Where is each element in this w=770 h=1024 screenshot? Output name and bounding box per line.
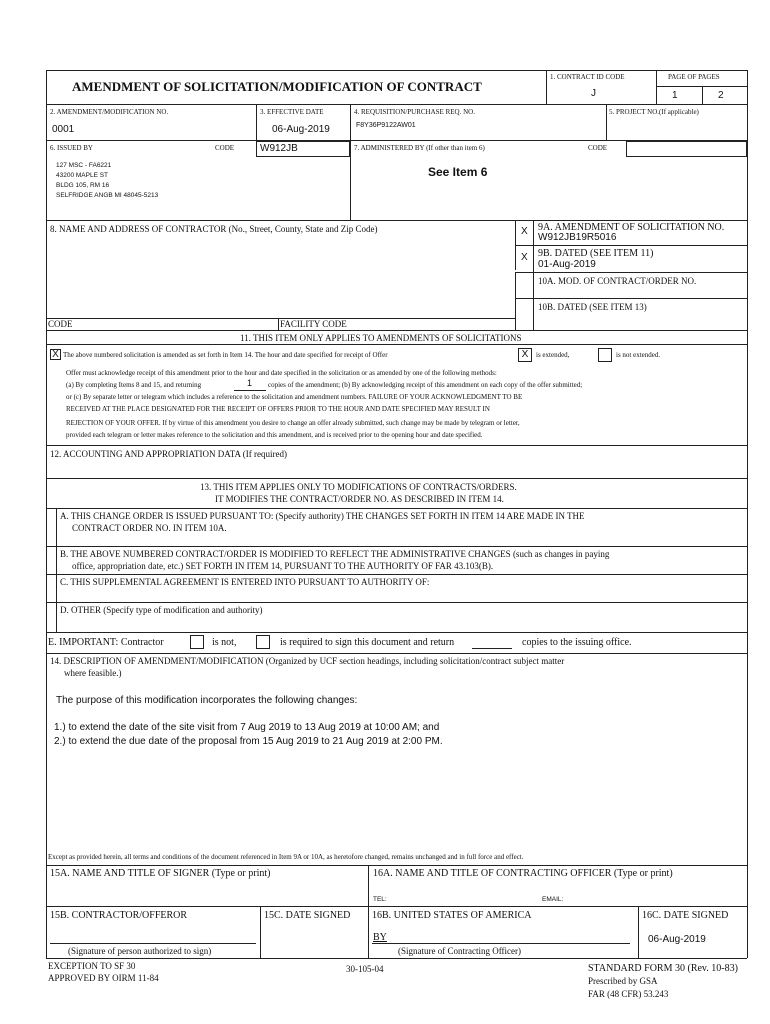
signature-16-caption: (Signature of Contracting Officer): [398, 946, 522, 956]
checkbox-amended[interactable]: X: [50, 349, 61, 360]
divider: [46, 906, 747, 907]
checkbox-is-required[interactable]: [256, 635, 270, 649]
item14-label-1: 14. DESCRIPTION OF AMENDMENT/MODIFICATION (Organized by UCF section headings, including solicitation/contract subject matter: [50, 656, 565, 666]
item13-heading-2: IT MODIFIES THE CONTRACT/ORDER NO. AS DESCRIBED IN ITEM 14.: [215, 494, 504, 504]
label-16a: 16A. NAME AND TITLE OF CONTRACTING OFFICER (Type or print): [373, 868, 673, 879]
divider: [46, 865, 747, 866]
item13-heading-1: 13. THIS ITEM APPLIES ONLY TO MODIFICATIONS OF CONTRACTS/ORDERS.: [200, 482, 517, 492]
item11-line6: provided each telegram or letter makes reference to the solicitation and this amendment, and is received prior to the opening hour and date specified.: [66, 431, 483, 439]
issued-by-address-1: 127 MSC - FA6221: [56, 162, 112, 169]
item13-d: D. OTHER (Specify type of modification and authority): [60, 605, 263, 615]
divider: [350, 140, 351, 220]
effective-date-label: 3. EFFECTIVE DATE: [260, 108, 324, 116]
label-16c: 16C. DATE SIGNED: [642, 910, 729, 921]
officer-signature-line[interactable]: [372, 943, 630, 944]
divider: [46, 104, 747, 105]
divider: [46, 478, 747, 479]
important-is-required: is required to sign this document and return: [280, 637, 455, 648]
label-10a: 10A. MOD. OF CONTRACT/ORDER NO.: [538, 276, 697, 286]
divider: [606, 104, 607, 140]
page-number: 1: [672, 90, 678, 101]
divider: [256, 104, 257, 140]
divider: [46, 602, 747, 603]
checkbox-9a[interactable]: X: [521, 226, 528, 237]
footer-exception: EXCEPTION TO SF 30: [48, 961, 136, 971]
item11-line1: Offer must acknowledge receipt of this amendment prior to the hour and date specified in the solicitation or as amended by one of the following methods:: [66, 369, 497, 377]
divider: [350, 104, 351, 140]
page-of-pages-label: PAGE OF PAGES: [668, 73, 720, 81]
label-15a: 15A. NAME AND TITLE OF SIGNER (Type or print): [50, 868, 271, 879]
amendment-no-field[interactable]: 0001: [52, 124, 75, 135]
divider: [702, 86, 703, 104]
contractor-label: 8. NAME AND ADDRESS OF CONTRACTOR (No., Street, County, State and Zip Code): [50, 224, 378, 234]
requisition-field[interactable]: F8Y36P9122AW01: [356, 122, 416, 129]
item11-is-extended: is extended,: [536, 351, 570, 359]
divider: [515, 245, 747, 246]
divider: [515, 272, 516, 330]
divider: [46, 344, 747, 345]
item14-change-1: 1.) to extend the date of the site visit from 7 Aug 2019 to 13 Aug 2019 at 10:00 AM; and: [54, 722, 440, 733]
item11-copies[interactable]: 1: [247, 378, 253, 388]
signature-15-caption: (Signature of person authorized to sign): [68, 946, 212, 956]
checkbox-extended[interactable]: X: [518, 348, 532, 362]
item11-line3: or (c) By separate letter or telegram which includes a reference to the solicitation and amendment numbers. FAILURE OF YOUR ACKNOWLEDGMENT TO BE: [66, 393, 523, 401]
item13-a-line2: CONTRACT ORDER NO. IN ITEM 10A.: [72, 523, 227, 533]
label-9a: 9A. AMENDMENT OF SOLICITATION NO.: [538, 222, 725, 233]
divider: [46, 653, 747, 654]
item13-c: C. THIS SUPPLEMENTAL AGREEMENT IS ENTERED INTO PURSUANT TO AUTHORITY OF:: [60, 577, 430, 587]
divider: [46, 546, 747, 547]
divider: [46, 508, 747, 509]
administered-by-value: See Item 6: [428, 165, 488, 179]
item11-line2a: (a) By completing Items 8 and 15, and returning: [66, 381, 202, 389]
divider: [656, 70, 657, 104]
pages-total: 2: [718, 90, 724, 101]
contract-id-code-label: 1. CONTRACT ID CODE: [550, 73, 625, 81]
label-10b: 10B. DATED (SEE ITEM 13): [538, 302, 647, 312]
divider: [368, 865, 369, 958]
divider: [56, 508, 57, 632]
contractor-signature-line[interactable]: [50, 943, 256, 944]
item14-change-2: 2.) to extend the due date of the proposal from 15 Aug 2019 to 21 Aug 2019 at 2:00 PM.: [54, 736, 443, 747]
footer-approved: APPROVED BY OIRM 11-84: [48, 973, 159, 983]
label-15c: 15C. DATE SIGNED: [264, 910, 351, 921]
item14-intro: The purpose of this modification incorporates the following changes:: [56, 695, 358, 706]
issued-by-address-2: 43200 MAPLE ST: [56, 172, 109, 179]
administered-code-box: [626, 141, 747, 157]
footer-form-number: 30-105-04: [346, 964, 384, 974]
footer-prescribed: Prescribed by GSA: [588, 976, 658, 986]
divider: [46, 574, 747, 575]
divider: [546, 70, 547, 104]
item11-line4: RECEIVED AT THE PLACE DESIGNATED FOR THE RECEIPT OF OFFERS PRIOR TO THE HOUR AND DATE SPECIFIED MAY RESULT IN: [66, 405, 490, 413]
issued-by-label: 6. ISSUED BY: [50, 144, 93, 152]
facility-code-label: FACILITY CODE: [280, 319, 347, 329]
requisition-label: 4. REQUISITION/PURCHASE REQ. NO.: [354, 108, 475, 116]
administered-code-label: CODE: [588, 144, 608, 152]
item14-label-2: where feasible.): [64, 668, 122, 678]
item12-label: 12. ACCOUNTING AND APPROPRIATION DATA (If required): [50, 449, 288, 459]
divider: [234, 390, 266, 391]
divider: [46, 632, 747, 633]
item11-line2b: copies of the amendment; (b) By acknowledging receipt of this amendment on each copy of the offer submitted;: [268, 381, 583, 389]
footer-standard-form: STANDARD FORM 30 (Rev. 10-83): [588, 963, 738, 974]
important-is-not: is not,: [212, 637, 237, 648]
item14-except-clause: Except as provided herein, all terms and conditions of the document referenced in Item 9A or 10A, as heretofore changed, remains unchanged and in full force and effect.: [48, 853, 524, 861]
divider: [515, 298, 747, 299]
issued-by-code-field[interactable]: W912JB: [260, 143, 298, 154]
tel-label: TEL:: [373, 896, 387, 903]
item11-amended-text: The above numbered solicitation is amended as set forth in Item 14. The hour and date specified for receipt of Offer: [63, 351, 388, 359]
item13-b-line1: B. THE ABOVE NUMBERED CONTRACT/ORDER IS MODIFIED TO REFLECT THE ADMINISTRATIVE CHANGES (such as changes in paying: [60, 549, 610, 559]
item11-is-not-extended: is not extended.: [616, 351, 661, 359]
label-9b: 9B. DATED (SEE ITEM 11): [538, 248, 654, 259]
item11-heading: 11. THIS ITEM ONLY APPLIES TO AMENDMENTS OF SOLICITATIONS: [240, 333, 522, 343]
form-top-border: [46, 70, 747, 71]
project-no-label: 5. PROJECT NO.(If applicable): [609, 108, 699, 116]
divider: [260, 906, 261, 958]
checkbox-9b[interactable]: X: [521, 252, 528, 263]
divider: [46, 330, 747, 331]
issued-by-address-4: SELFRIDGE ANGB MI 48045-5213: [56, 192, 159, 199]
by-label: BY: [373, 932, 387, 943]
divider: [46, 445, 747, 446]
important-copies: copies to the issuing office.: [522, 637, 632, 648]
contract-id-code[interactable]: J: [591, 88, 596, 99]
issued-by-code-label: CODE: [215, 144, 235, 152]
divider: [46, 220, 747, 221]
divider: [472, 648, 512, 649]
footer-far: FAR (48 CFR) 53.243: [588, 989, 669, 999]
divider: [46, 958, 747, 959]
contractor-code-label: CODE: [48, 319, 73, 329]
divider: [638, 906, 639, 958]
divider: [533, 220, 534, 330]
checkbox-is-not[interactable]: [190, 635, 204, 649]
administered-by-label: 7. ADMINISTERED BY (If other than item 6): [354, 144, 485, 152]
item11-line5: REJECTION OF YOUR OFFER. If by virtue of this amendment you desire to change an offer already submitted, such change may be made by telegram or letter,: [66, 419, 520, 427]
value-9a[interactable]: W912JB19R5016: [538, 232, 617, 243]
label-16b: 16B. UNITED STATES OF AMERICA: [372, 910, 532, 921]
checkbox-not-extended[interactable]: [598, 348, 612, 362]
divider: [515, 272, 747, 273]
label-15b: 15B. CONTRACTOR/OFFEROR: [50, 910, 188, 921]
issued-by-address-3: BLDG 105, RM 16: [56, 182, 110, 189]
item13-a-line1: A. THIS CHANGE ORDER IS ISSUED PURSUANT TO: (Specify authority) THE CHANGES SET FORTH IN ITEM 14 ARE MADE IN THE: [60, 511, 585, 521]
divider: [278, 318, 279, 330]
date-16c[interactable]: 06-Aug-2019: [648, 934, 706, 945]
email-label: EMAIL:: [542, 896, 564, 903]
value-9b[interactable]: 01-Aug-2019: [538, 259, 596, 270]
form-left-border: [46, 70, 47, 958]
amendment-no-label: 2. AMENDMENT/MODIFICATION NO.: [50, 108, 169, 116]
form-title: AMENDMENT OF SOLICITATION/MODIFICATION OF CONTRACT: [72, 79, 482, 94]
effective-date-field[interactable]: 06-Aug-2019: [272, 124, 330, 135]
important-label: E. IMPORTANT: Contractor: [48, 637, 164, 648]
item13-b-line2: office, appropriation date, etc.) SET FORTH IN ITEM 14, PURSUANT TO THE AUTHORITY OF FAR 43.103(B).: [72, 561, 494, 571]
form-right-border: [747, 70, 748, 958]
